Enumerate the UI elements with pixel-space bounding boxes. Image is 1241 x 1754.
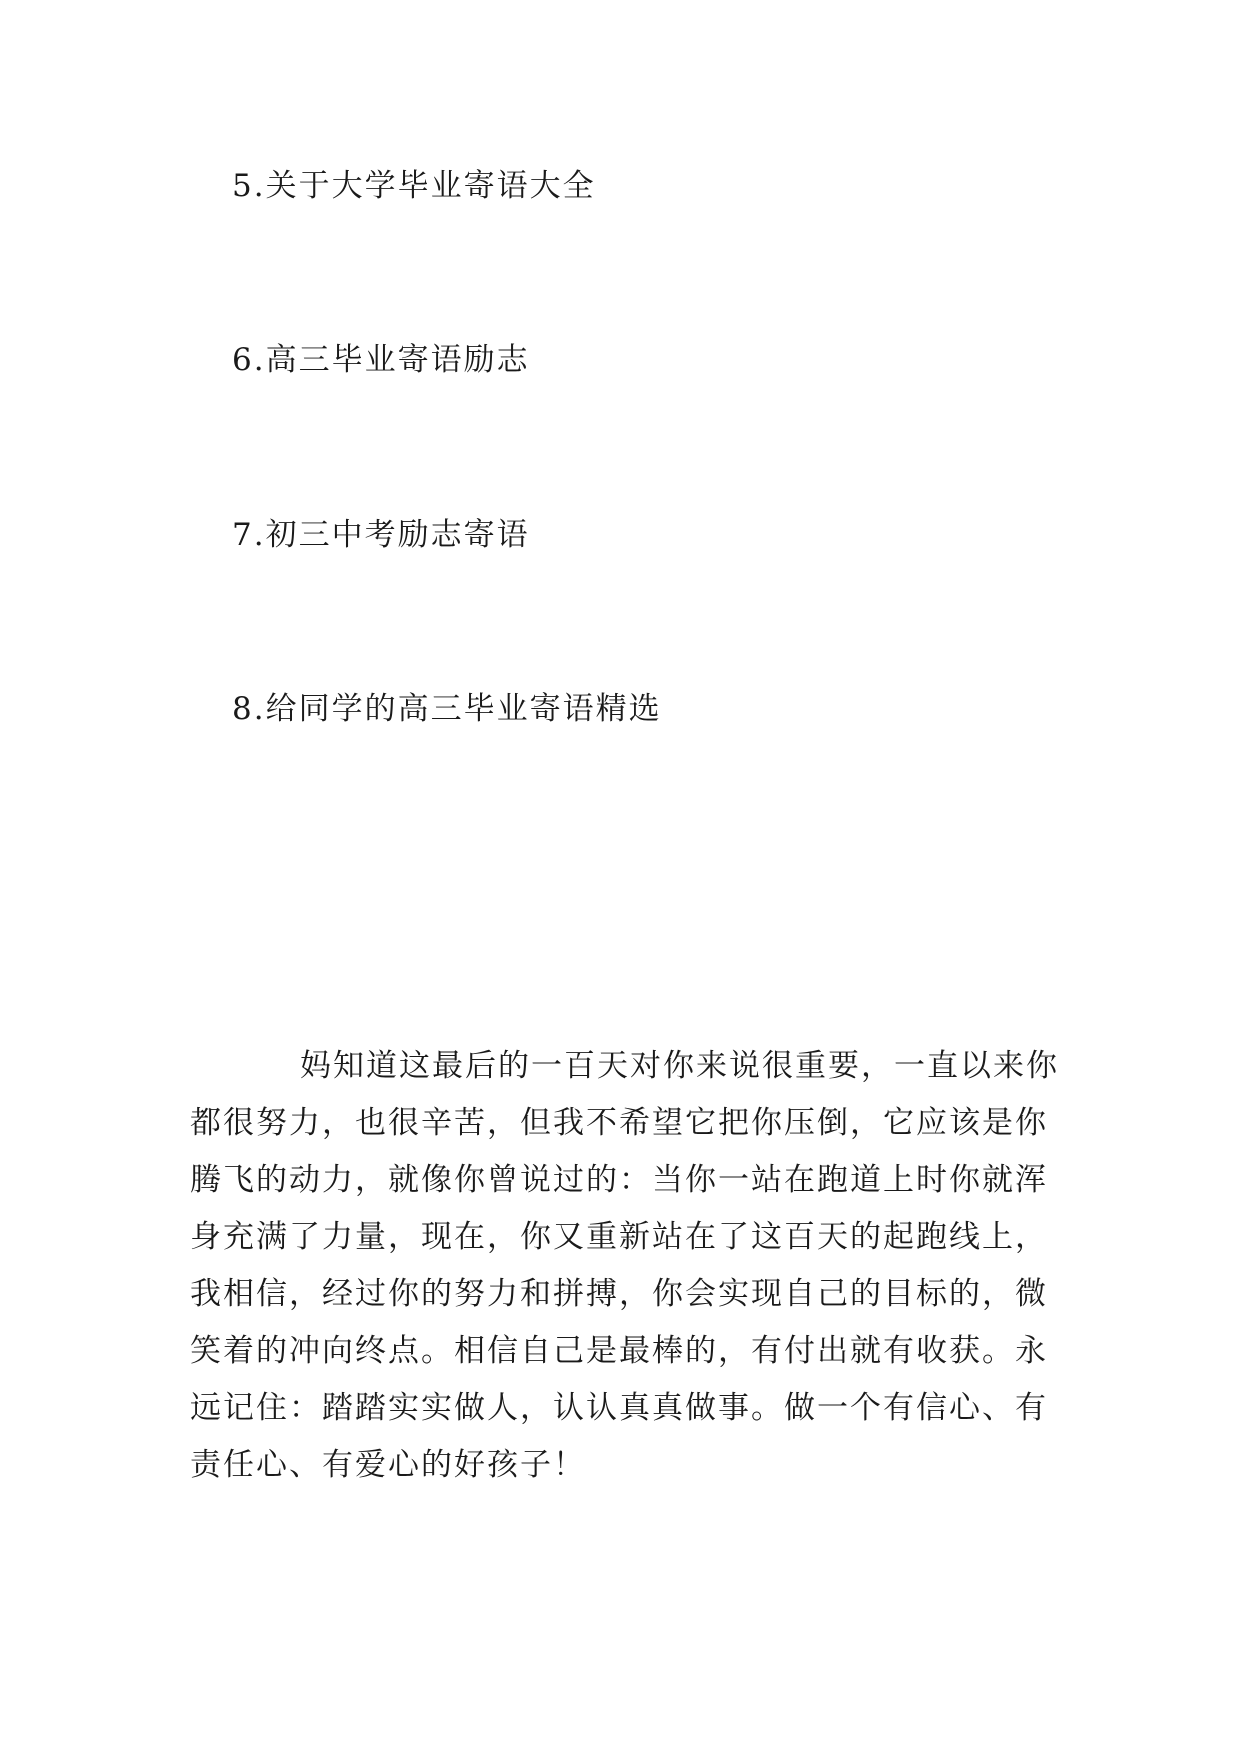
list-item (232, 515, 530, 555)
list-item-text: 关于大学毕业寄语大全 (265, 168, 596, 204)
paragraph-line: 都很努力，也很辛苦，但我不希望它把你压倒，它应该是你 (190, 1105, 1048, 1141)
paragraph-line: 责任心、有爱心的好孩子！ (190, 1447, 586, 1483)
list-item (232, 166, 596, 206)
list-item-text: 初三中考励志寄语 (265, 517, 530, 553)
paragraph-line: 我相信，经过你的努力和拼搏，你会实现自己的目标的，微 (190, 1276, 1048, 1312)
list-item-number: 6. (232, 342, 266, 378)
list-item-number: 8. (232, 691, 266, 727)
paragraph-line: 腾飞的动力，就像你曾说过的：当你一站在跑道上时你就浑 (190, 1162, 1048, 1198)
paragraph-line: 远记住：踏踏实实做人，认认真真做事。做一个有信心、有 (190, 1390, 1048, 1426)
list-item-text: 给同学的高三毕业寄语精选 (265, 691, 662, 727)
body-paragraph (190, 1038, 1070, 1494)
list-item-text: 高三毕业寄语励志 (265, 342, 530, 378)
paragraph-line: 笑着的冲向终点。相信自己是最棒的，有付出就有收获。永 (190, 1333, 1048, 1369)
list-item (232, 340, 530, 380)
paragraph-line: 妈知道这最后的一百天对你来说很重要，一直以来你 (300, 1048, 1059, 1084)
list-item-number: 7. (232, 517, 266, 553)
list-item (232, 689, 662, 729)
list-item-number: 5. (232, 168, 266, 204)
paragraph-line: 身充满了力量，现在，你又重新站在了这百天的起跑线上， (190, 1219, 1048, 1255)
